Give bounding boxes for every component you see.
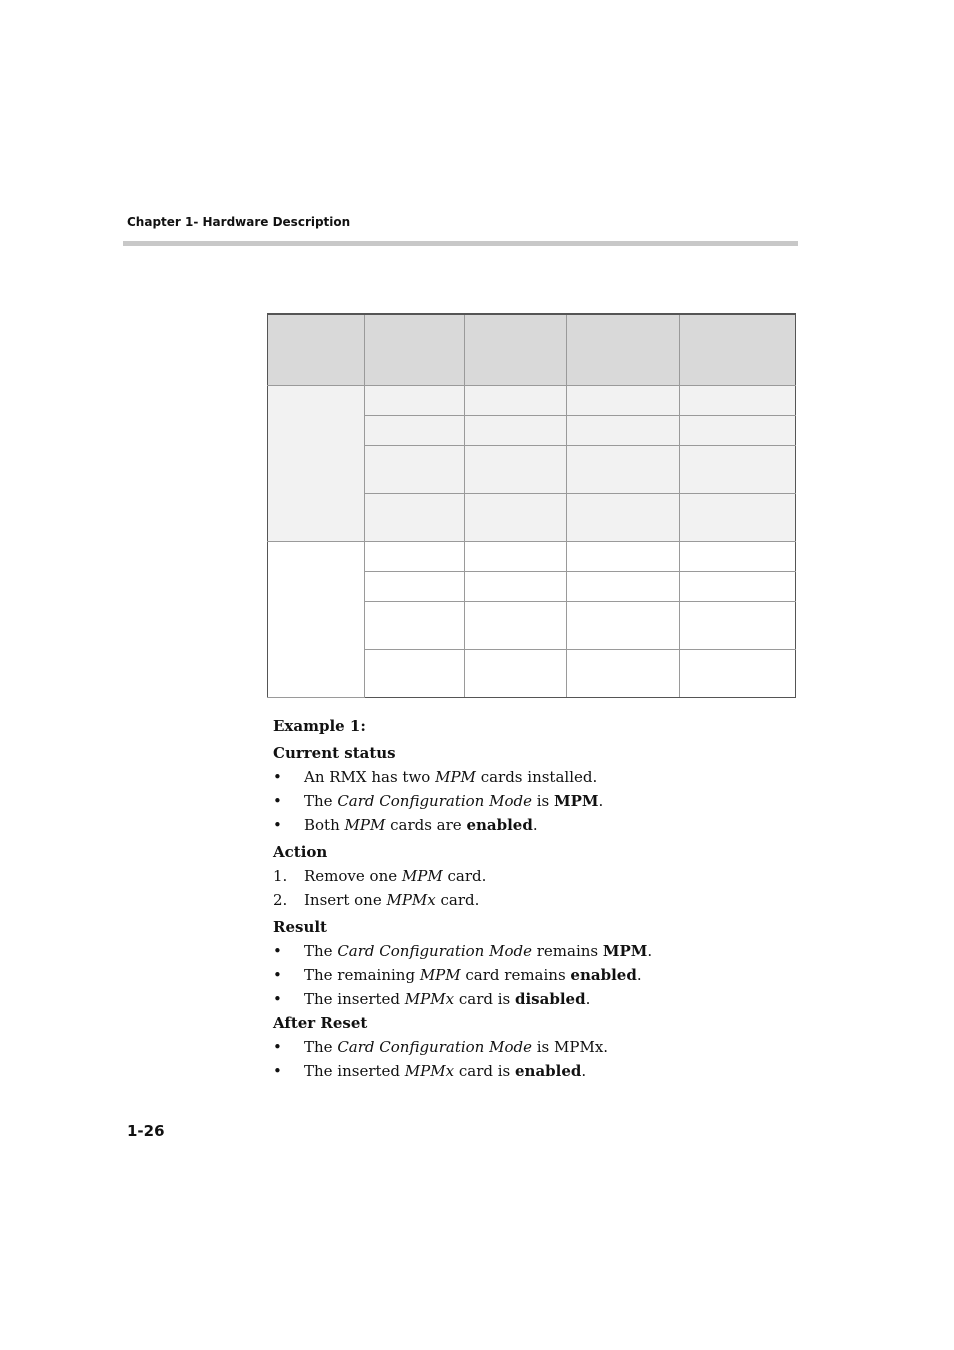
list-item bbox=[273, 1059, 793, 1083]
text-run: . bbox=[532, 816, 538, 834]
table-cell bbox=[465, 542, 567, 572]
text-run: card remains bbox=[460, 966, 571, 984]
list-item bbox=[273, 1035, 793, 1059]
table-cell bbox=[567, 446, 680, 494]
text-run: . bbox=[647, 942, 653, 960]
list-item bbox=[273, 765, 793, 789]
table-cell bbox=[465, 386, 567, 416]
bullet-marker: • bbox=[273, 816, 282, 834]
example-title: Example 1: bbox=[273, 717, 366, 735]
table-cell bbox=[365, 542, 465, 572]
current-status-list bbox=[273, 765, 793, 837]
table-cell bbox=[567, 572, 680, 602]
table-cell bbox=[680, 494, 796, 542]
text-run: MPMx bbox=[404, 990, 455, 1008]
action-heading: Action bbox=[273, 843, 328, 861]
list-item bbox=[273, 789, 793, 813]
table-cell bbox=[465, 650, 567, 698]
text-run: MPM bbox=[401, 867, 443, 885]
table-cell bbox=[680, 602, 796, 650]
table-cell bbox=[680, 416, 796, 446]
table-group-cell bbox=[268, 386, 365, 542]
table-cell bbox=[567, 650, 680, 698]
list-item bbox=[273, 864, 793, 888]
text-run: The inserted bbox=[304, 1062, 405, 1080]
bullet-marker: • bbox=[273, 1062, 282, 1080]
list-item bbox=[273, 987, 793, 1011]
text-run: Card Configuration Mode bbox=[337, 1038, 532, 1056]
bullet-marker: • bbox=[273, 1038, 282, 1056]
text-run: is MPMx. bbox=[531, 1038, 609, 1056]
text-run: MPM bbox=[602, 942, 648, 960]
result-list bbox=[273, 939, 793, 1011]
table-cell bbox=[465, 494, 567, 542]
table-cell bbox=[365, 650, 465, 698]
after-reset-list bbox=[273, 1035, 793, 1083]
table-cell bbox=[680, 572, 796, 602]
text-run: enabled bbox=[570, 966, 637, 984]
action-list bbox=[273, 864, 793, 912]
table-group-cell bbox=[268, 542, 365, 698]
text-run: . bbox=[598, 792, 604, 810]
example-section bbox=[273, 714, 793, 1083]
bullet-marker: • bbox=[273, 942, 282, 960]
text-run: MPMx bbox=[386, 891, 436, 909]
table-cell bbox=[680, 650, 796, 698]
text-run: Remove one bbox=[304, 867, 402, 885]
text-run: disabled bbox=[515, 990, 586, 1008]
step-number: 1. bbox=[273, 867, 288, 885]
table-cell bbox=[567, 602, 680, 650]
table-header-cell bbox=[567, 314, 680, 386]
result-heading: Result bbox=[273, 918, 327, 936]
text-run: enabled bbox=[515, 1062, 582, 1080]
text-run: MPM bbox=[435, 768, 476, 786]
table-cell bbox=[567, 416, 680, 446]
table-header-cell bbox=[465, 314, 567, 386]
text-run: The bbox=[304, 942, 338, 960]
table-cell bbox=[680, 446, 796, 494]
text-run: remains bbox=[531, 942, 603, 960]
table-cell bbox=[365, 602, 465, 650]
text-run: MPM bbox=[344, 816, 386, 834]
after-reset-heading: After Reset bbox=[273, 1014, 368, 1032]
text-run: The remaining bbox=[304, 966, 420, 984]
table-row bbox=[268, 542, 796, 572]
table-header-row bbox=[268, 314, 796, 386]
text-run: The inserted bbox=[304, 990, 405, 1008]
text-run: . bbox=[581, 1062, 587, 1080]
text-run: The bbox=[304, 1038, 338, 1056]
table-cell bbox=[567, 494, 680, 542]
bullet-marker: • bbox=[273, 966, 282, 984]
text-run: MPMx bbox=[404, 1062, 455, 1080]
text-run: card. bbox=[435, 891, 480, 909]
table-cell bbox=[365, 416, 465, 446]
list-item bbox=[273, 939, 793, 963]
list-item bbox=[273, 813, 793, 837]
bullet-marker: • bbox=[273, 768, 282, 786]
table-header-cell bbox=[365, 314, 465, 386]
list-item bbox=[273, 963, 793, 987]
page-number: 1-26 bbox=[127, 1122, 165, 1140]
text-run: cards are bbox=[385, 816, 467, 834]
table-header-cell bbox=[268, 314, 365, 386]
step-number: 2. bbox=[273, 891, 288, 909]
text-run: cards installed. bbox=[475, 768, 598, 786]
table-cell bbox=[465, 416, 567, 446]
text-run: card is bbox=[454, 1062, 515, 1080]
text-run: Card Configuration Mode bbox=[337, 942, 532, 960]
table-cell bbox=[365, 572, 465, 602]
table-cell bbox=[680, 542, 796, 572]
text-run: is bbox=[531, 792, 555, 810]
table-cell bbox=[365, 446, 465, 494]
text-run: The bbox=[304, 792, 338, 810]
text-run: card is bbox=[454, 990, 515, 1008]
text-run: MPM bbox=[419, 966, 461, 984]
text-run: Both bbox=[304, 816, 345, 834]
text-run: card. bbox=[442, 867, 487, 885]
text-run: . bbox=[636, 966, 642, 984]
table-cell bbox=[680, 386, 796, 416]
table-cell bbox=[465, 446, 567, 494]
text-run: An RMX has two bbox=[304, 768, 436, 786]
table-cell bbox=[465, 572, 567, 602]
bullet-marker: • bbox=[273, 792, 282, 810]
chapter-header: Chapter 1- Hardware Description bbox=[127, 215, 351, 229]
config-table bbox=[267, 313, 796, 698]
text-run: MPM bbox=[554, 792, 599, 810]
table-header-cell bbox=[680, 314, 796, 386]
table-row bbox=[268, 386, 796, 416]
table-cell bbox=[465, 602, 567, 650]
list-item bbox=[273, 888, 793, 912]
table-cell bbox=[365, 494, 465, 542]
table-cell bbox=[567, 386, 680, 416]
text-run: Card Configuration Mode bbox=[337, 792, 532, 810]
header-rule bbox=[123, 241, 798, 246]
current-status-heading: Current status bbox=[273, 744, 396, 762]
table-cell bbox=[567, 542, 680, 572]
table-cell bbox=[365, 386, 465, 416]
text-run: . bbox=[585, 990, 591, 1008]
text-run: Insert one bbox=[304, 891, 387, 909]
text-run: enabled bbox=[466, 816, 533, 834]
bullet-marker: • bbox=[273, 990, 282, 1008]
